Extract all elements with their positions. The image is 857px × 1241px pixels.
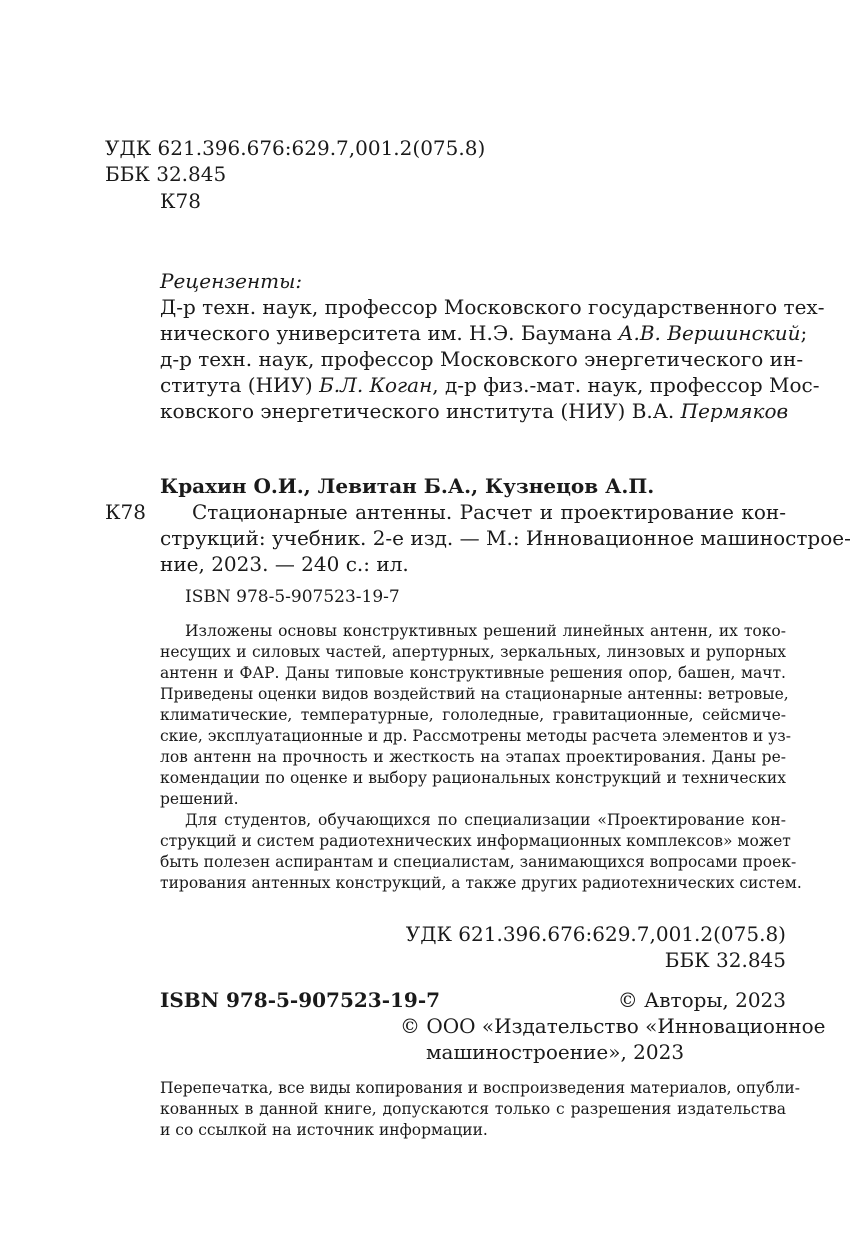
catalog-entry: [160, 499, 851, 577]
abstract-line: быть полезен аспирантам и специалистам, занимающихся вопросами проек-: [160, 853, 797, 871]
reviewers-text: , д-р физ.-мат. наук, профессор Мос-: [432, 373, 820, 397]
reprint-notice: [160, 1078, 800, 1141]
copyright-publisher: © ООО «Издательство «Инновационное: [400, 1014, 826, 1038]
udk-bottom: УДК 621.396.676:629.7,001.2(075.8): [405, 922, 786, 946]
author-mark-top: К78: [160, 189, 201, 213]
abstract-line: климатические, температурные, гололедные, гравитационные, сейсмиче-: [160, 706, 786, 724]
catalog-line: ние, 2023. — 240 с.: ил.: [160, 552, 409, 576]
abstract-line: несущих и силовых частей, апертурных, зеркальных, линзовых и рупорных: [160, 643, 786, 661]
udk-top: УДК 621.396.676:629.7,001.2(075.8): [105, 136, 486, 160]
reviewers-heading: Рецензенты:: [160, 269, 303, 293]
isbn-bold: ISBN 978-5-907523-19-7: [160, 988, 441, 1012]
reviewers-line: [160, 372, 820, 398]
reviewers-text: ;: [800, 321, 808, 345]
abstract-line: Изложены основы конструктивных решений линейных антенн, их токо-: [185, 622, 786, 640]
abstract-line: решений.: [160, 790, 239, 808]
copyright-publisher-cont: машиностроение», 2023: [426, 1040, 685, 1064]
reviewers-text: нического университета им. Н.Э. Баумана: [160, 321, 619, 345]
reviewers-line: [160, 320, 808, 346]
notice-line: и со ссылкой на источник информации.: [160, 1121, 488, 1139]
notice-line: кованных в данной книге, допускаются только с разрешения издательства: [160, 1100, 786, 1118]
notice-line: Перепечатка, все виды копирования и воспроизведения материалов, опубли-: [160, 1079, 800, 1097]
catalog-line: струкций: учебник. 2-е изд. — М.: Инновационное машинострое-: [160, 526, 851, 550]
authors: Крахин О.И., Левитан Б.А., Кузнецов А.П.: [160, 474, 655, 498]
reviewer-name: Б.Л. Коган: [319, 373, 433, 397]
reviewers-line: [160, 398, 789, 424]
copyright-authors: © Авторы, 2023: [617, 988, 786, 1012]
abstract-line: Для студентов, обучающихся по специализации «Проектирование кон-: [185, 811, 786, 829]
reviewers-line: Д-р техн. наук, профессор Московского государственного тех-: [160, 295, 825, 319]
abstract-line: струкций и систем радиотехнических информационных комплексов» может: [160, 832, 791, 850]
catalog-line: Стационарные антенны. Расчет и проектирование кон-: [192, 500, 786, 524]
catalog-mark: К78: [105, 500, 146, 524]
reviewers-block: [160, 294, 825, 424]
reviewer-name: А.В. Вершинский: [618, 321, 801, 345]
abstract: [160, 621, 802, 894]
reviewers-text: ковского энергетического института (НИУ) В.А.: [160, 399, 681, 423]
catalog-isbn: ISBN 978-5-907523-19-7: [185, 587, 400, 607]
bbk-top: ББК 32.845: [105, 162, 227, 186]
bbk-bottom: ББК 32.845: [664, 948, 786, 972]
reviewers-text: ститута (НИУ): [160, 373, 320, 397]
abstract-line: тирования антенных конструкций, а также других радиотехнических систем.: [160, 874, 802, 892]
abstract-line: антенн и ФАР. Даны типовые конструктивные решения опор, башен, мачт.: [160, 664, 786, 682]
abstract-line: Приведены оценки видов воздействий на стационарные антенны: ветровые,: [160, 685, 789, 703]
abstract-line: ские, эксплуатационные и др. Рассмотрены методы расчета элементов и уз-: [160, 727, 791, 745]
reviewer-name: Пермяков: [680, 399, 789, 423]
abstract-line: лов антенн на прочность и жесткость на этапах проектирования. Даны ре-: [160, 748, 786, 766]
reviewers-line: д-р техн. наук, профессор Московского энергетического ин-: [160, 347, 804, 371]
abstract-line: комендации по оценке и выбору рациональных конструкций и технических: [160, 769, 786, 787]
